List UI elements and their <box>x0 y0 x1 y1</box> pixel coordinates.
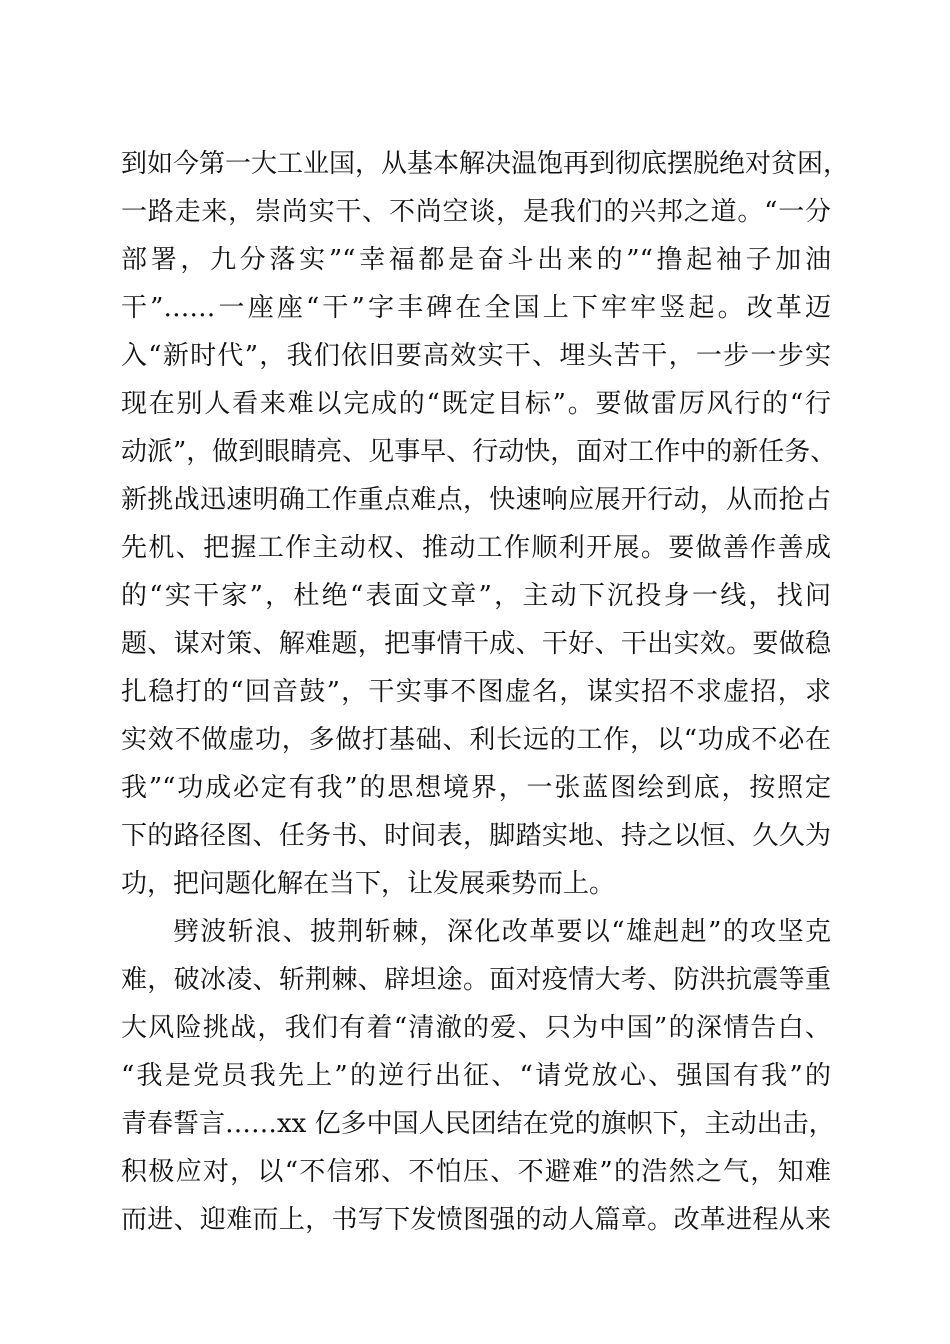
text-line: 大风险挑战，我们有着“清澈的爱、只为中国”的深情告白、 <box>121 1013 831 1043</box>
text-line: 部署，九分落实”“幸福都是奋斗出来的”“撸起袖子加油 <box>121 245 831 275</box>
text-line: 而进、迎难而上，书写下发愤图强的动人篇章。改革进程从来 <box>121 1205 831 1235</box>
text-line: 青春誓言……xx 亿多中国人民团结在党的旗帜下，主动出击， <box>121 1109 835 1139</box>
text-line: “我是党员我先上”的逆行出征、“请党放心、强国有我”的 <box>121 1061 831 1091</box>
text-line: 积极应对，以“不信邪、不怕压、不避难”的浩然之气，知难 <box>121 1157 831 1187</box>
body-text <box>121 140 850 1244</box>
text-line: 一路走来，崇尚实干、不尚空谈，是我们的兴邦之道。“一分 <box>121 197 831 227</box>
text-line: 扎稳打的“回音鼓”，干实事不图虚名，谋实招不求虚招，求 <box>121 677 831 707</box>
text-line: 下的路径图、任务书、时间表，脚踏实地、持之以恒、久久为 <box>121 821 831 851</box>
text-line: 的“实干家”，杜绝“表面文章”，主动下沉投身一线，找问 <box>121 581 831 611</box>
text-line: 现在别人看来难以完成的“既定目标”。要做雷厉风行的“行 <box>121 389 831 419</box>
text-line: 到如今第一大工业国，从基本解决温饱再到彻底摆脱绝对贫困， <box>121 149 850 179</box>
text-line: 题、谋对策、解难题，把事情干成、干好、干出实效。要做稳 <box>121 629 831 659</box>
text-line: 入“新时代”，我们依旧要高效实干、埋头苦干，一步一步实 <box>121 341 831 371</box>
text-line: 难，破冰凌、斩荆棘、辟坦途。面对疫情大考、防洪抗震等重 <box>121 965 831 995</box>
paragraph-end-line: 功，把问题化解在当下，让发展乘势而上。 <box>121 869 616 899</box>
text-line: 新挑战迅速明确工作重点难点，快速响应展开行动，从而抢占 <box>121 485 831 515</box>
paragraph-start-line: 劈波斩浪、披荆斩棘，深化改革要以“雄赳赳”的攻坚克 <box>173 917 831 947</box>
text-line: 动派”，做到眼睛亮、见事早、行动快，面对工作中的新任务、 <box>121 437 837 467</box>
text-line: 先机、把握工作主动权、推动工作顺利开展。要做善作善成 <box>121 533 831 563</box>
text-line: 实效不做虚功，多做打基础、利长远的工作，以“功成不必在 <box>121 725 831 755</box>
text-line: 干”……一座座“干”字丰碑在全国上下牢牢竖起。改革迈 <box>121 293 831 323</box>
text-line: 我”“功成必定有我”的思想境界，一张蓝图绘到底，按照定 <box>121 773 831 803</box>
